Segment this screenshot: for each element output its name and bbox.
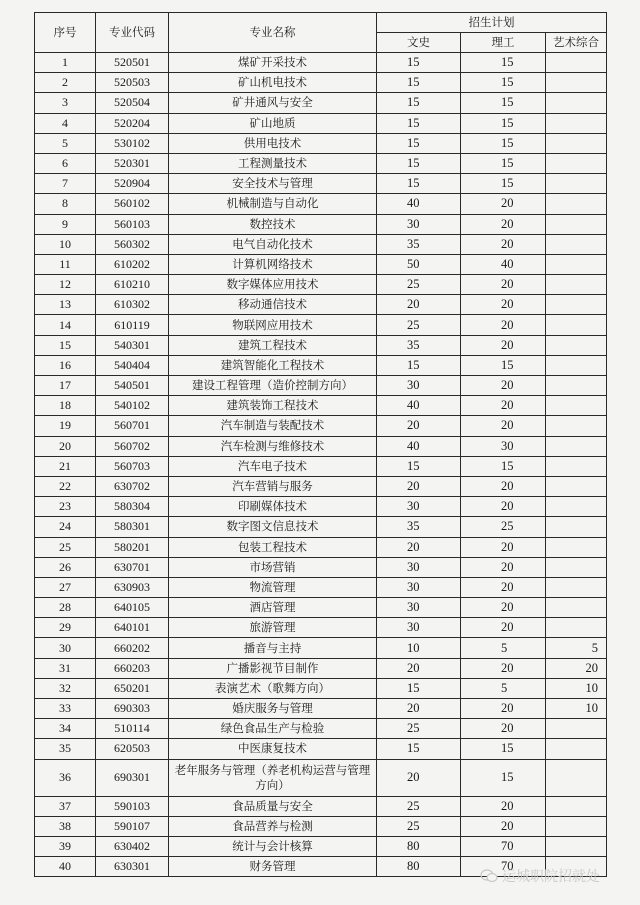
cell-art — [546, 456, 607, 476]
table-row — [35, 416, 607, 436]
cell-index: 20 — [35, 436, 96, 456]
header-ligong: 理工 — [461, 33, 546, 53]
cell-name: 统计与会计核算 — [169, 836, 377, 856]
cell-index: 2 — [35, 73, 96, 93]
cell-art — [546, 618, 607, 638]
cell-code: 610119 — [96, 315, 169, 335]
cell-wenshi: 25 — [377, 719, 461, 739]
cell-ligong: 20 — [461, 577, 546, 597]
cell-ligong: 15 — [461, 73, 546, 93]
cell-wenshi: 15 — [377, 73, 461, 93]
cell-code: 610302 — [96, 295, 169, 315]
cell-art — [546, 517, 607, 537]
table-row — [35, 355, 607, 375]
cell-art — [546, 796, 607, 816]
cell-index: 15 — [35, 335, 96, 355]
cell-code: 690303 — [96, 699, 169, 719]
cell-name: 供用电技术 — [169, 133, 377, 153]
cell-index: 6 — [35, 153, 96, 173]
cell-name: 汽车制造与装配技术 — [169, 416, 377, 436]
cell-name: 印刷媒体技术 — [169, 497, 377, 517]
cell-index: 11 — [35, 254, 96, 274]
cell-index: 39 — [35, 836, 96, 856]
cell-art — [546, 133, 607, 153]
cell-name: 物流管理 — [169, 577, 377, 597]
cell-code: 580301 — [96, 517, 169, 537]
cell-ligong: 20 — [461, 658, 546, 678]
cell-name: 数字图文信息技术 — [169, 517, 377, 537]
cell-ligong: 15 — [461, 53, 546, 73]
cell-code: 610210 — [96, 275, 169, 295]
table-row — [35, 557, 607, 577]
header-name: 专业名称 — [169, 13, 377, 53]
cell-art — [546, 275, 607, 295]
table-row — [35, 234, 607, 254]
cell-index: 29 — [35, 618, 96, 638]
cell-ligong: 15 — [461, 759, 546, 796]
cell-index: 31 — [35, 658, 96, 678]
cell-name: 婚庆服务与管理 — [169, 699, 377, 719]
cell-code: 520501 — [96, 53, 169, 73]
cell-index: 27 — [35, 577, 96, 597]
table-row — [35, 275, 607, 295]
cell-wenshi: 30 — [377, 598, 461, 618]
table-row — [35, 638, 607, 658]
cell-wenshi: 80 — [377, 857, 461, 877]
table-row — [35, 759, 607, 796]
cell-art — [546, 53, 607, 73]
cell-wenshi: 20 — [377, 658, 461, 678]
cell-name: 包装工程技术 — [169, 537, 377, 557]
cell-wenshi: 25 — [377, 816, 461, 836]
cell-art — [546, 234, 607, 254]
cell-art — [546, 836, 607, 856]
cell-ligong: 20 — [461, 598, 546, 618]
cell-wenshi: 15 — [377, 133, 461, 153]
cell-ligong: 20 — [461, 699, 546, 719]
cell-ligong: 5 — [461, 678, 546, 698]
cell-name: 酒店管理 — [169, 598, 377, 618]
cell-name: 播音与主持 — [169, 638, 377, 658]
cell-code: 520301 — [96, 153, 169, 173]
cell-index: 1 — [35, 53, 96, 73]
cell-code: 560703 — [96, 456, 169, 476]
cell-index: 37 — [35, 796, 96, 816]
table-row — [35, 598, 607, 618]
cell-index: 21 — [35, 456, 96, 476]
cell-art — [546, 315, 607, 335]
table-row — [35, 497, 607, 517]
cell-wenshi: 15 — [377, 739, 461, 759]
cell-ligong: 20 — [461, 719, 546, 739]
cell-index: 10 — [35, 234, 96, 254]
cell-index: 23 — [35, 497, 96, 517]
cell-ligong: 15 — [461, 456, 546, 476]
cell-art: 20 — [546, 658, 607, 678]
cell-code: 530102 — [96, 133, 169, 153]
table-row — [35, 678, 607, 698]
cell-art — [546, 497, 607, 517]
header-index: 序号 — [35, 13, 96, 53]
cell-wenshi: 15 — [377, 174, 461, 194]
cell-wenshi: 15 — [377, 456, 461, 476]
cell-wenshi: 15 — [377, 93, 461, 113]
cell-art — [546, 376, 607, 396]
cell-ligong: 20 — [461, 396, 546, 416]
cell-code: 540501 — [96, 376, 169, 396]
cell-code: 630701 — [96, 557, 169, 577]
cell-index: 24 — [35, 517, 96, 537]
cell-index: 5 — [35, 133, 96, 153]
cell-art — [546, 214, 607, 234]
cell-wenshi: 20 — [377, 537, 461, 557]
cell-index: 3 — [35, 93, 96, 113]
cell-ligong: 20 — [461, 497, 546, 517]
cell-wenshi: 25 — [377, 796, 461, 816]
cell-name: 旅游管理 — [169, 618, 377, 638]
cell-code: 580304 — [96, 497, 169, 517]
table-row — [35, 699, 607, 719]
table-row — [35, 537, 607, 557]
cell-ligong: 20 — [461, 275, 546, 295]
cell-wenshi: 40 — [377, 436, 461, 456]
cell-art — [546, 295, 607, 315]
cell-name: 老年服务与管理（养老机构运营与管理方向） — [169, 759, 377, 796]
cell-art — [546, 194, 607, 214]
cell-code: 560102 — [96, 194, 169, 214]
cell-code: 520204 — [96, 113, 169, 133]
cell-code: 520503 — [96, 73, 169, 93]
cell-name: 食品质量与安全 — [169, 796, 377, 816]
cell-name: 建筑智能化工程技术 — [169, 355, 377, 375]
cell-ligong: 20 — [461, 376, 546, 396]
cell-wenshi: 20 — [377, 476, 461, 496]
cell-code: 610202 — [96, 254, 169, 274]
cell-wenshi: 80 — [377, 836, 461, 856]
cell-index: 35 — [35, 739, 96, 759]
cell-name: 矿井通风与安全 — [169, 93, 377, 113]
cell-code: 560103 — [96, 214, 169, 234]
cell-index: 38 — [35, 816, 96, 836]
watermark — [480, 866, 600, 886]
cell-art — [546, 577, 607, 597]
cell-art — [546, 93, 607, 113]
cell-art — [546, 174, 607, 194]
table-row — [35, 295, 607, 315]
enrollment-table — [34, 12, 607, 877]
cell-ligong: 25 — [461, 517, 546, 537]
cell-art: 5 — [546, 638, 607, 658]
cell-index: 17 — [35, 376, 96, 396]
cell-name: 移动通信技术 — [169, 295, 377, 315]
cell-name: 表演艺术（歌舞方向） — [169, 678, 377, 698]
table-row — [35, 113, 607, 133]
cell-name: 煤矿开采技术 — [169, 53, 377, 73]
cell-wenshi: 50 — [377, 254, 461, 274]
cell-ligong: 30 — [461, 436, 546, 456]
cell-wenshi: 30 — [377, 214, 461, 234]
cell-art — [546, 739, 607, 759]
cell-ligong: 20 — [461, 335, 546, 355]
cell-ligong: 20 — [461, 234, 546, 254]
cell-name: 机械制造与自动化 — [169, 194, 377, 214]
cell-code: 640101 — [96, 618, 169, 638]
cell-wenshi: 15 — [377, 113, 461, 133]
cell-code: 630702 — [96, 476, 169, 496]
table-row — [35, 133, 607, 153]
table-row — [35, 335, 607, 355]
cell-code: 660203 — [96, 658, 169, 678]
cell-code: 540404 — [96, 355, 169, 375]
cell-wenshi: 25 — [377, 275, 461, 295]
cell-index: 22 — [35, 476, 96, 496]
cell-code: 630402 — [96, 836, 169, 856]
cell-index: 30 — [35, 638, 96, 658]
cell-wenshi: 35 — [377, 234, 461, 254]
cell-art — [546, 396, 607, 416]
cell-wenshi: 30 — [377, 376, 461, 396]
cell-index: 36 — [35, 759, 96, 796]
cell-art — [546, 254, 607, 274]
cell-ligong: 20 — [461, 214, 546, 234]
cell-name: 建设工程管理（造价控制方向） — [169, 376, 377, 396]
cell-code: 590103 — [96, 796, 169, 816]
cell-name: 建筑工程技术 — [169, 335, 377, 355]
cell-index: 14 — [35, 315, 96, 335]
cell-ligong: 20 — [461, 194, 546, 214]
cell-code: 580201 — [96, 537, 169, 557]
table-row — [35, 396, 607, 416]
table-row — [35, 315, 607, 335]
cell-code: 620503 — [96, 739, 169, 759]
cell-index: 16 — [35, 355, 96, 375]
cell-name: 矿山地质 — [169, 113, 377, 133]
table-row — [35, 719, 607, 739]
cell-name: 财务管理 — [169, 857, 377, 877]
cell-ligong: 15 — [461, 739, 546, 759]
cell-art — [546, 537, 607, 557]
cell-index: 13 — [35, 295, 96, 315]
cell-index: 8 — [35, 194, 96, 214]
cell-index: 19 — [35, 416, 96, 436]
cell-code: 520904 — [96, 174, 169, 194]
table-row — [35, 796, 607, 816]
table-row — [35, 436, 607, 456]
cell-ligong: 70 — [461, 836, 546, 856]
cell-ligong: 15 — [461, 113, 546, 133]
cell-art — [546, 759, 607, 796]
table-row — [35, 618, 607, 638]
cell-name: 电气自动化技术 — [169, 234, 377, 254]
cell-index: 18 — [35, 396, 96, 416]
cell-wenshi: 15 — [377, 678, 461, 698]
cell-art — [546, 557, 607, 577]
header-code: 专业代码 — [96, 13, 169, 53]
cell-wenshi: 30 — [377, 577, 461, 597]
table-row — [35, 739, 607, 759]
cell-code: 540301 — [96, 335, 169, 355]
cell-ligong: 20 — [461, 816, 546, 836]
cell-ligong: 20 — [461, 557, 546, 577]
table-row — [35, 816, 607, 836]
cell-code: 520504 — [96, 93, 169, 113]
cell-ligong: 20 — [461, 476, 546, 496]
cell-wenshi: 20 — [377, 699, 461, 719]
cell-wenshi: 15 — [377, 153, 461, 173]
cell-name: 中医康复技术 — [169, 739, 377, 759]
cell-ligong: 15 — [461, 93, 546, 113]
cell-art — [546, 416, 607, 436]
table-row — [35, 93, 607, 113]
cell-wenshi: 40 — [377, 194, 461, 214]
cell-name: 安全技术与管理 — [169, 174, 377, 194]
cell-code: 560302 — [96, 234, 169, 254]
cell-code: 660202 — [96, 638, 169, 658]
cell-wenshi: 25 — [377, 315, 461, 335]
cell-code: 630903 — [96, 577, 169, 597]
table-row — [35, 836, 607, 856]
cell-name: 汽车检测与维修技术 — [169, 436, 377, 456]
watermark-text: 运城职院招就处 — [502, 869, 600, 885]
cell-ligong: 40 — [461, 254, 546, 274]
cell-code: 560702 — [96, 436, 169, 456]
cell-index: 9 — [35, 214, 96, 234]
cell-wenshi: 35 — [377, 335, 461, 355]
cell-art — [546, 335, 607, 355]
cell-ligong: 20 — [461, 315, 546, 335]
cell-name: 汽车营销与服务 — [169, 476, 377, 496]
cell-code: 650201 — [96, 678, 169, 698]
table-row — [35, 517, 607, 537]
cell-name: 建筑装饰工程技术 — [169, 396, 377, 416]
cell-index: 34 — [35, 719, 96, 739]
cell-name: 绿色食品生产与检验 — [169, 719, 377, 739]
cell-ligong: 15 — [461, 355, 546, 375]
cell-wenshi: 10 — [377, 638, 461, 658]
cell-index: 26 — [35, 557, 96, 577]
table-row — [35, 53, 607, 73]
table-row — [35, 153, 607, 173]
table-row — [35, 456, 607, 476]
cell-code: 590107 — [96, 816, 169, 836]
cell-wenshi: 20 — [377, 416, 461, 436]
cell-ligong: 20 — [461, 295, 546, 315]
cell-art: 10 — [546, 678, 607, 698]
cell-index: 25 — [35, 537, 96, 557]
table-row — [35, 214, 607, 234]
table-row — [35, 577, 607, 597]
cell-code: 690301 — [96, 759, 169, 796]
cell-name: 汽车电子技术 — [169, 456, 377, 476]
cell-code: 510114 — [96, 719, 169, 739]
cell-index: 40 — [35, 857, 96, 877]
cell-ligong: 20 — [461, 796, 546, 816]
cell-name: 物联网应用技术 — [169, 315, 377, 335]
cell-wenshi: 35 — [377, 517, 461, 537]
enrollment-plan-sheet — [34, 12, 606, 877]
cell-name: 食品营养与检测 — [169, 816, 377, 836]
table-row — [35, 174, 607, 194]
cell-name: 数控技术 — [169, 214, 377, 234]
table-row — [35, 73, 607, 93]
cell-art — [546, 816, 607, 836]
cell-wenshi: 20 — [377, 759, 461, 796]
cell-art — [546, 73, 607, 93]
cell-name: 广播影视节目制作 — [169, 658, 377, 678]
cell-ligong: 15 — [461, 133, 546, 153]
cell-name: 工程测量技术 — [169, 153, 377, 173]
header-art: 艺术综合 — [546, 33, 607, 53]
cell-ligong: 70 — [461, 857, 546, 877]
cell-ligong: 20 — [461, 416, 546, 436]
cell-art — [546, 355, 607, 375]
cell-art: 10 — [546, 699, 607, 719]
table-row — [35, 658, 607, 678]
cell-art — [546, 598, 607, 618]
table-row — [35, 194, 607, 214]
cell-ligong: 20 — [461, 537, 546, 557]
table-body — [35, 53, 607, 877]
cell-wenshi: 20 — [377, 295, 461, 315]
cell-wenshi: 30 — [377, 557, 461, 577]
cell-wenshi: 40 — [377, 396, 461, 416]
cell-name: 矿山机电技术 — [169, 73, 377, 93]
header-wenshi: 文史 — [377, 33, 461, 53]
table-row — [35, 376, 607, 396]
cell-code: 540102 — [96, 396, 169, 416]
table-row — [35, 254, 607, 274]
cell-art — [546, 436, 607, 456]
cell-art — [546, 113, 607, 133]
cell-wenshi: 15 — [377, 53, 461, 73]
cell-index: 4 — [35, 113, 96, 133]
cell-art — [546, 719, 607, 739]
cell-code: 630301 — [96, 857, 169, 877]
cell-index: 32 — [35, 678, 96, 698]
cell-name: 计算机网络技术 — [169, 254, 377, 274]
cell-index: 33 — [35, 699, 96, 719]
cell-name: 市场营销 — [169, 557, 377, 577]
cell-ligong: 15 — [461, 153, 546, 173]
cell-wenshi: 30 — [377, 497, 461, 517]
cell-code: 640105 — [96, 598, 169, 618]
header-plan-group: 招生计划 — [377, 13, 607, 33]
cell-wenshi: 15 — [377, 355, 461, 375]
cell-ligong: 15 — [461, 174, 546, 194]
cell-art — [546, 153, 607, 173]
cell-index: 12 — [35, 275, 96, 295]
cell-index: 7 — [35, 174, 96, 194]
cell-ligong: 20 — [461, 618, 546, 638]
cell-index: 28 — [35, 598, 96, 618]
cell-code: 560701 — [96, 416, 169, 436]
wechat-icon — [480, 869, 498, 883]
cell-art — [546, 476, 607, 496]
cell-wenshi: 30 — [377, 618, 461, 638]
cell-ligong: 5 — [461, 638, 546, 658]
cell-name: 数字媒体应用技术 — [169, 275, 377, 295]
table-row — [35, 476, 607, 496]
